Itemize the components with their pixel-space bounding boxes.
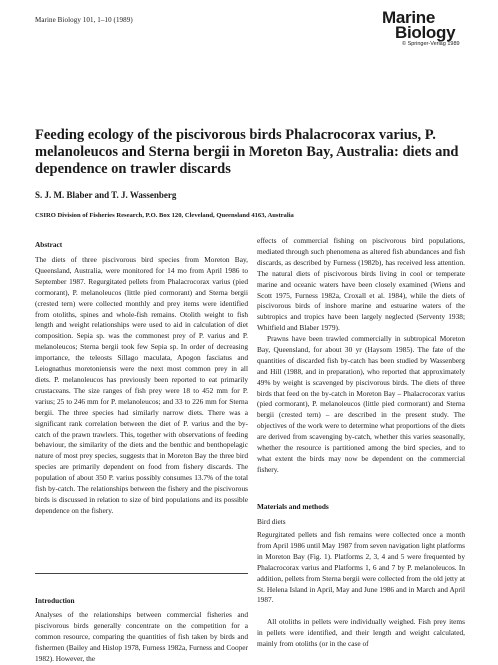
abstract-heading: Abstract	[35, 240, 63, 249]
logo-copyright: © Springer-Verlag 1989	[402, 41, 460, 47]
methods-heading: Materials and methods	[257, 502, 329, 511]
abstract-text: The diets of three piscivorous bird species from Moreton Bay, Queensland, Australia, were monitored for 14 mo from April 1986 to September 1987. Regurgitated pellets from Phalacrocorax varius (pied cormorant), P. melanoleucos (little pied cormorant) and Sterna bergii (crested tern) were collected monthly and prey items were identified from otoliths, spines and whole-fish remains. Otolith weight to fish length and weight relationships were used to aid in calculation of diet composition. Sepia sp. was the commonest prey of P. varius and P. melanoleucos; Sterna bergii took few Sepia sp. In order of decreasing importance, the teleosts Sillago maculata, Apogon fasciatus and Leiognathus moretoniensis were the next most common prey in all diets. P. melanoleucos has previously been reported to eat primarily crustaceans. The size ranges of fish prey were 18 to 452 mm for P. varius; 25 to 246 mm for P. melanoleucos; and 33 to 226 mm for Sterna bergii. The three species had similarly narrow diets. There was a significant rank correlation between the diet of P. varius and the by-catch of the prawn trawlers. This, together with observations of feeding behaviour, the similarity of the diets and the benthic and benthopelagic nature of most prey species, suggests that in Moreton Bay the three bird species are primarily dependent on food from fishery discards. The population of about 350 P. varius possibly consumes 13.7% of the total fish by-catch. The relationships between the fishery and the piscivorous birds is discussed in relation to size of bird populations and its possible dependence on the fishery.	[35, 255, 248, 515]
journal-logo	[382, 10, 462, 47]
introduction-heading: Introduction	[35, 596, 75, 605]
introduction-text-col1: Analyses of the relationships between commercial fisheries and piscivorous birds generally concentrate on the competition for a common resource, comparing the quantities of fish taken by birds and fishermen (Bailey and Hislop 1978, Furness 1982a, Furness and Cooper 1982). However, the	[35, 610, 248, 663]
methods-text-para2: All otoliths in pellets were individually weighed. Fish prey items in pellets were identified, and their length and weight calculated, mainly from otoliths (or in the case of	[257, 617, 465, 648]
introduction-text-col2-para2: Prawns have been trawled commercially in subtropical Moreton Bay, Queensland, for about 30 yr (Haysom 1985). The fate of the quantities of discarded fish by-catch has been studied by Wassenberg and Hill (1988, and in preparation), who reported that approximately 49% by weight is scavenged by piscivorous birds. The diets of three birds that feed on the by-catch in Moreton Bay – Phalacrocorax varius (pied cormorant), P. melanoleucos (little pied cormorant) and Sterna bergii (crested tern) – are described in the present study. The objectives of the work were to determine what proportions of the diets are derived from scavenging by-catch, whether this varies seasonally, whether the resource is partitioned among the bird species, and to what extent the birds may now be dependent on the commercial fishery.	[257, 334, 465, 474]
methods-text-para1: Regurgitated pellets and fish remains were collected once a month from April 1986 until May 1987 from seven navigation light platforms in Moreton Bay (Fig. 1). Platforms 2, 3, 4 and 5 were frequented by Phalacrocorax varius and Platforms 1, 6 and 7 by P. melanoleucos. In addition, pellets from Sterna bergii were collected from the old jetty at St. Helena Island in April, May and June 1986 and in March and April 1987.	[257, 530, 465, 605]
author-affiliation: CSIRO Division of Fisheries Research, P.O. Box 120, Cleveland, Queensland 4163, Australia	[35, 212, 294, 219]
article-title: Feeding ecology of the piscivorous birds Phalacrocorax varius, P. melanoleucos and Sterna bergii in Moreton Bay, Australia: diets and dependence on trawler discards	[35, 127, 459, 177]
logo-line-marine: Marine	[382, 8, 435, 27]
article-authors: S. J. M. Blaber and T. J. Wassenberg	[35, 190, 177, 200]
introduction-text-col2: effects of commercial fishing on piscivorous bird populations, mediated through such phenomena as altered fish abundances and fish discards, as described by Furness (1982b), has received less attention. The natural diets of piscivorous birds living in cool or temperate marine and oceanic waters have been closely examined (Wiens and Scott 1975, Furness 1982a, Croxall et al. 1984), while the diets of piscivorous birds of inshore marine and estuarine waters of the subtropics and tropics have been largely neglected (Serventy 1938; Whitfield and Blaber 1979).	[257, 236, 465, 333]
journal-reference: Marine Biology 101, 1–10 (1989)	[35, 16, 133, 24]
column-rule	[35, 573, 248, 574]
methods-subheading: Bird diets	[257, 517, 286, 526]
logo-line-biology: Biology	[395, 23, 456, 42]
